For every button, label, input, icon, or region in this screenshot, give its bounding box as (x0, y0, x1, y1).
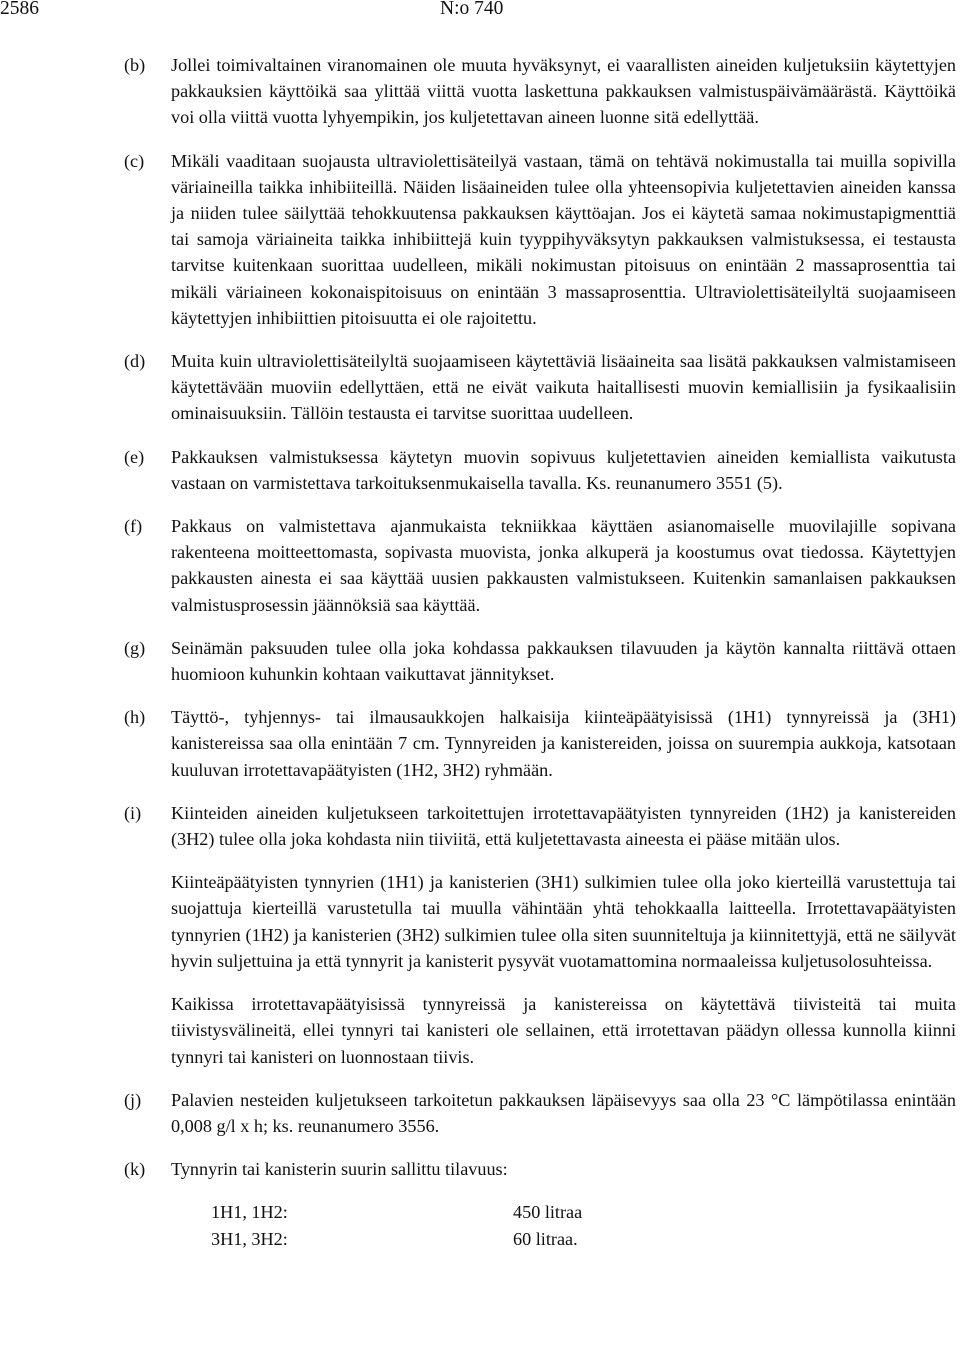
item-label: (i) (124, 802, 142, 823)
list-item (124, 635, 956, 687)
item-label: (g) (124, 637, 146, 658)
capacity-table (211, 1199, 956, 1251)
item-body (171, 1156, 956, 1252)
item-body (171, 1087, 956, 1139)
document-body (124, 52, 956, 1269)
list-item (124, 1156, 956, 1252)
item-label: (d) (124, 351, 146, 372)
paragraph: Seinämän paksuuden tulee olla joka kohdassa pakkauksen tilavuuden ja käytön kannalta riittävä ottaen huomioon kuhunkin kohtaan vaikuttavat jännitykset. (171, 637, 956, 685)
page-number: 2586 (0, 0, 39, 19)
item-body (171, 444, 956, 496)
capacity-type-cell: 1H1, 1H2: (211, 1202, 288, 1223)
list-item (124, 1087, 956, 1139)
paragraph: Jollei toimivaltainen viranomainen ole muuta hyväksynyt, ei vaarallisten aineiden kuljetuksiin käytettyjen pakkauksien käyttöikä saa ylittää viittä vuotta laskettuna pakkauksen valmistuspäivämäärästä. Käyttöikä voi olla viittä vuotta lyhyempikin, jos kuljetettavan aineen luonne sitä edellyttää. (171, 55, 956, 128)
item-label: (h) (124, 707, 146, 728)
paragraph: Mikäli vaaditaan suojausta ultraviolettisäteilyä vastaan, tämä on tehtävä nokimustalla tai muilla sopivilla väriaineilla taikka inhibiiteillä. Näiden lisäaineiden tulee olla yhteensopivia kuljetettavien aineiden kanssa ja niiden tulee säilyttää tehokkuutensa pakkauksen käyttöajan. Jos ei käytetä samaa nokimustapigmenttiä tai samoja väriaineita taikka inhibiittejä kuin tyyppihyväksytyn pakkauksen valmistuksessa, ei testausta tarvitse kuitenkaan suorittaa uudelleen, mikäli nokimustan pitoisuus on enintään 2 massaprosenttia tai mikäli väriaineen kokonaispitoisuus on enintään 3 massaprosenttia. Ultraviolettisäteilyltä suojaamiseen käytettyjen inhibiittien pitoisuutta ei ole rajoitettu. (171, 150, 956, 328)
item-body (171, 513, 956, 618)
page-header (0, 0, 960, 30)
item-label: (j) (124, 1089, 142, 1110)
paragraph: Tynnyrin tai kanisterin suurin sallittu tilavuus: (171, 1159, 508, 1180)
paragraph: Kiinteiden aineiden kuljetukseen tarkoitettujen irrotettavapäätyisten tynnyreiden (1H2) ja kanistereiden (3H2) tulee olla joka kohdasta niin tiiviitä, että kuljetettavasta aineesta ei pääse mitään ulos. (171, 802, 956, 850)
item-body (171, 704, 956, 783)
paragraph: Pakkaus on valmistettava ajanmukaista tekniikkaa käyttäen asianomaiselle muovilajille sopivana rakenteena moitteettomasta, sopivasta muovista, jonka alkuperä ja koostumus ovat tiedossa. Käytettyjen pakkausten ainesta ei saa käyttää uusien pakkausten valmistukseen. Kuitenkin samanlaisen pakkauksen valmistusprosessin jäännöksiä saa käyttää. (171, 516, 956, 615)
paragraph: Palavien nesteiden kuljetukseen tarkoitetun pakkauksen läpäisevyys saa olla 23 °C lämpötilassa enintään 0,008 g/l x h; ks. reunanumero 3556. (171, 1089, 956, 1136)
item-body (171, 800, 956, 1070)
capacity-type-cell: 3H1, 3H2: (211, 1228, 288, 1249)
paragraph: Kiinteäpäätyisten tynnyrien (1H1) ja kanisterien (3H1) sulkimien tulee olla joko kierteillä varustettuja tai suojattuja kierteillä varustetulla tai muulla vähintään yhtä tehokkaalla laitteella. Irrotettavapäätyisten tynnyrien (1H2) ja kanisterien (3H2) sulkimien tulee olla siten suunniteltuja ja kiinnitettyjä, että ne säilyvät hyvin suljettuina ja että tynnyrit ja kanisterit pysyvät vuotamattomina normaaleissa kuljetusolosuhteissa. (171, 872, 956, 971)
list-item (124, 444, 956, 496)
paragraph: Täyttö-, tyhjennys- tai ilmausaukkojen halkaisija kiinteäpäätyisissä (1H1) tynnyreissä ja (3H1) kanistereissa saa olla enintään 7 cm. Tynnyreiden ja kanistereiden, joissa on suurempia aukkoja, katsotaan kuuluvan irrotettavapäätyisten (1H2, 3H2) ryhmään. (171, 707, 956, 780)
issue-number: N:o 740 (440, 0, 504, 19)
paragraph: Pakkauksen valmistuksessa käytetyn muovin sopivuus kuljetettavien aineiden kemiallista vaikutusta vastaan on varmistettava tarkoituksenmukaisella tavalla. Ks. reunanumero 3551 (5). (171, 446, 956, 493)
list-item (124, 148, 956, 331)
item-label: (b) (124, 55, 146, 75)
list-item (124, 52, 956, 131)
list-item (124, 704, 956, 783)
list-item (124, 348, 956, 427)
capacity-value-cell: 60 litraa. (513, 1228, 578, 1249)
item-body (171, 635, 956, 687)
item-label: (c) (124, 150, 145, 171)
paragraph: Kaikissa irrotettavapäätyisissä tynnyreissä ja kanistereissa on käytettävä tiivisteitä tai muita tiivistysvälineitä, ellei tynnyri tai kanisteri ole sellainen, että irrotettavan päädyn ollessa kunnolla kiinni tynnyri tai kanisteri on luonnostaan tiivis. (171, 994, 956, 1067)
list-item (124, 800, 956, 1070)
item-body (171, 348, 956, 427)
list-item (124, 513, 956, 618)
item-label: (f) (124, 516, 143, 537)
item-body (171, 148, 956, 331)
item-label: (e) (124, 446, 145, 467)
item-label: (k) (124, 1159, 146, 1180)
paragraph: Muita kuin ultraviolettisäteilyltä suojaamiseen käytettäviä lisäaineita saa lisätä pakkauksen valmistamiseen käytettävään muoviin edellyttäen, että ne eivät vaikuta haitallisesti muovin kemiallisiin ja fysikaalisiin ominaisuuksiin. Tällöin testausta ei tarvitse suorittaa uudelleen. (171, 351, 956, 424)
item-body (171, 52, 956, 131)
capacity-value-cell: 450 litraa (513, 1202, 583, 1223)
